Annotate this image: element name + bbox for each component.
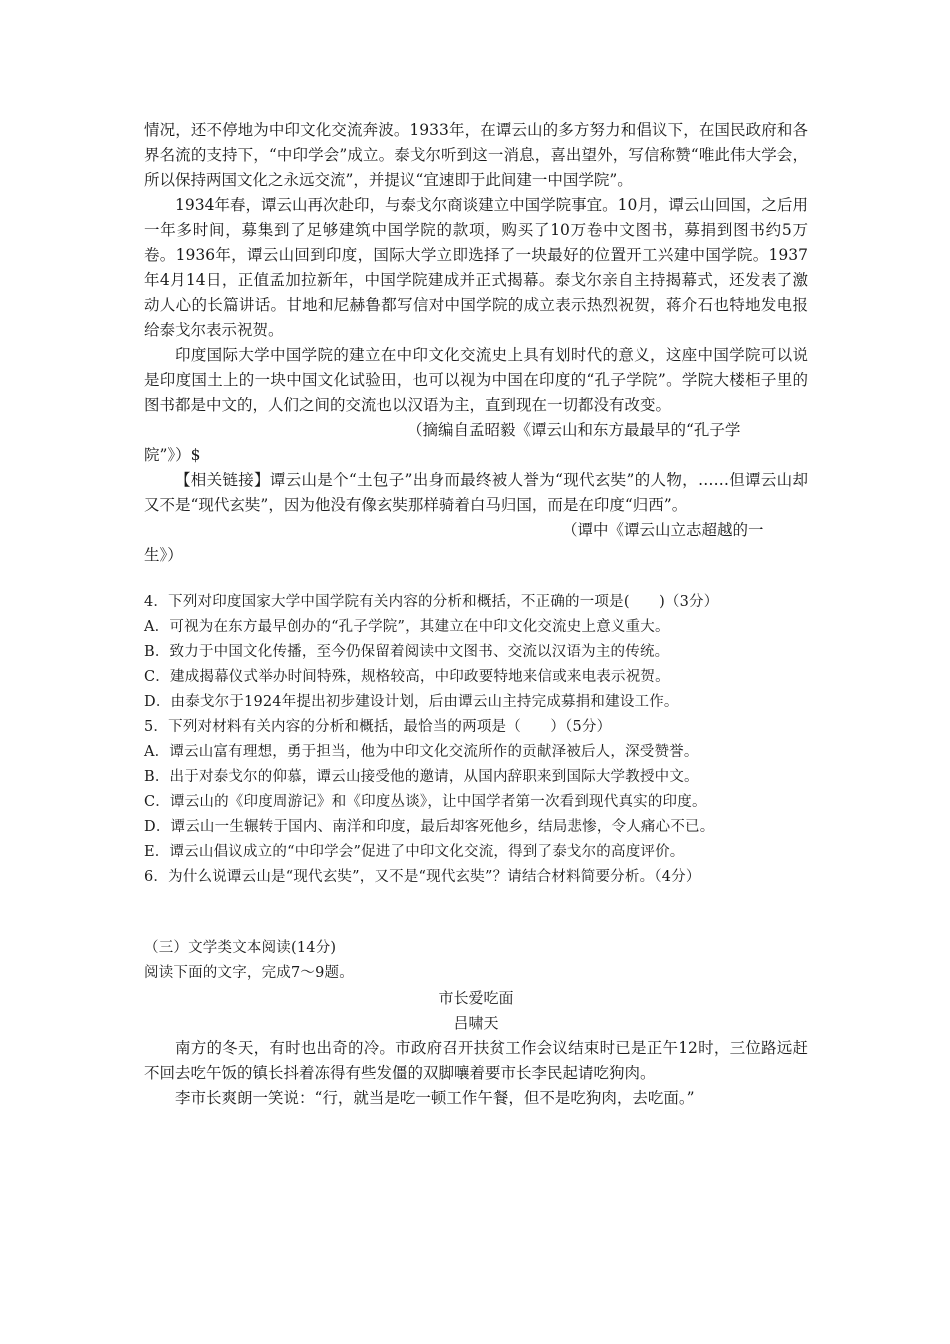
question-6: 6．为什么说谭云山是“现代玄奘”，又不是“现代玄奘”？请结合材料简要分析。（4分） [144,869,701,885]
passage-paragraph-3: 印度国际大学中国学院的建立在中印文化交流史上具有划时代的意义，这座中国学院可以说是印度国土上的一块中国文化试验田，也可以视为中国在印度的“孔子学院”。学院大楼柜子里的图书都是中文的，人们之间的交流也以汉语为主，直到现在一切都没有改变。 [144,346,808,414]
source-citation-1b: 院”》）$ [144,446,201,464]
story-paragraph-2: 李市长爽朗一笑说：“行，就当是吃一顿工作午餐，但不是吃狗肉，去吃面。” [175,1089,695,1107]
question-5-option-e: E．谭云山倡议成立的“中印学会”促进了中印文化交流，得到了泰戈尔的高度评价。 [144,844,685,860]
source-citation-1a: （摘编自孟昭毅《谭云山和东方最最早的“孔子学 [407,421,741,439]
story-author: 吕啸天 [453,1014,499,1032]
section-instruction: 阅读下面的文字，完成7～9题。 [144,965,354,981]
story-title: 市长爱吃面 [438,989,514,1007]
passage-paragraph-1: 情况，还不停地为中印文化交流奔波。1933年，在谭云山的多方努力和倡议下，在国民政府和各界名流的支持下，“中印学会”成立。泰戈尔听到这一消息，喜出望外，写信称赞“唯此伟大学会，所以保持两国文化之永远交流”，并提议“宜速即于此间建一中国学院”。 [144,121,808,189]
question-5: 5．下列对材料有关内容的分析和概括，最恰当的两项是（ ）（5分） [144,719,612,735]
source-citation-2b: 生》） [144,546,183,564]
spacer [144,890,808,936]
section-heading: （三）文学类文本阅读(14分) [144,940,337,956]
question-4: 4．下列对印度国家大学中国学院有关内容的分析和概括，不正确的一项是( )（3分） [144,594,719,610]
related-link-text: 谭云山是个“土包子”出身而最终被人誉为“现代玄奘”的人物，……但谭云山却又不是“现代玄奘”，因为他没有像玄奘那样骑着白马归国，而是在印度“归西”。 [144,471,808,514]
passage-paragraph-2: 1934年春，谭云山再次赴印，与泰戈尔商谈建立中国学院事宜。10月，谭云山回国，之后用一年多时间，募集到了足够建筑中国学院的款项，购买了10万卷中文图书，募捐到图书约5万卷。1936年，谭云山回到印度，国际大学立即选择了一块最好的位置开工兴建中国学院。1937年4月14日，正值孟加拉新年，中国学院建成并正式揭幕。泰戈尔亲自主持揭幕式，还发表了激动人心的长篇讲话。甘地和尼赫鲁都写信对中国学院的成立表示热烈祝贺，蒋介石也特地发电报给泰戈尔表示祝贺。 [144,196,808,339]
related-link-label: 【相关链接】 [175,471,270,489]
question-5-option-c: C．谭云山的《印度周游记》和《印度丛谈》，让中国学者第一次看到现代真实的印度。 [144,794,707,810]
spacer [144,568,808,590]
document-page [144,118,808,1111]
related-link-paragraph [144,468,808,518]
story-paragraph-1: 南方的冬天，有时也出奇的冷。市政府召开扶贫工作会议结束时已是正午12时，三位路远赶不回去吃午饭的镇长抖着冻得有些发僵的双脚嚷着要市长李民起请吃狗肉。 [144,1039,808,1082]
question-4-option-d: D．由泰戈尔于1924年提出初步建设计划，后由谭云山主持完成募捐和建设工作。 [144,694,679,710]
question-5-option-b: B．出于对泰戈尔的仰慕，谭云山接受他的邀请，从国内辞职来到国际大学教授中文。 [144,769,699,785]
question-5-option-d: D．谭云山一生辗转于国内、南洋和印度，最后却客死他乡，结局悲惨，令人痛心不已。 [144,819,715,835]
question-5-option-a: A．谭云山富有理想，勇于担当，他为中印文化交流所作的贡献泽被后人，深受赞誉。 [144,744,699,760]
source-citation-2a: （谭中《谭云山立志超越的一 [562,521,764,539]
question-4-option-c: C．建成揭幕仪式举办时间特殊，规格较高，中印政要特地来信或来电表示祝贺。 [144,669,670,685]
question-4-option-a: A．可视为在东方最早创办的“孔子学院”，其建立在中印文化交流史上意义重大。 [144,619,670,635]
question-4-option-b: B．致力于中国文化传播，至今仍保留着阅读中文图书、交流以汉语为主的传统。 [144,644,670,660]
